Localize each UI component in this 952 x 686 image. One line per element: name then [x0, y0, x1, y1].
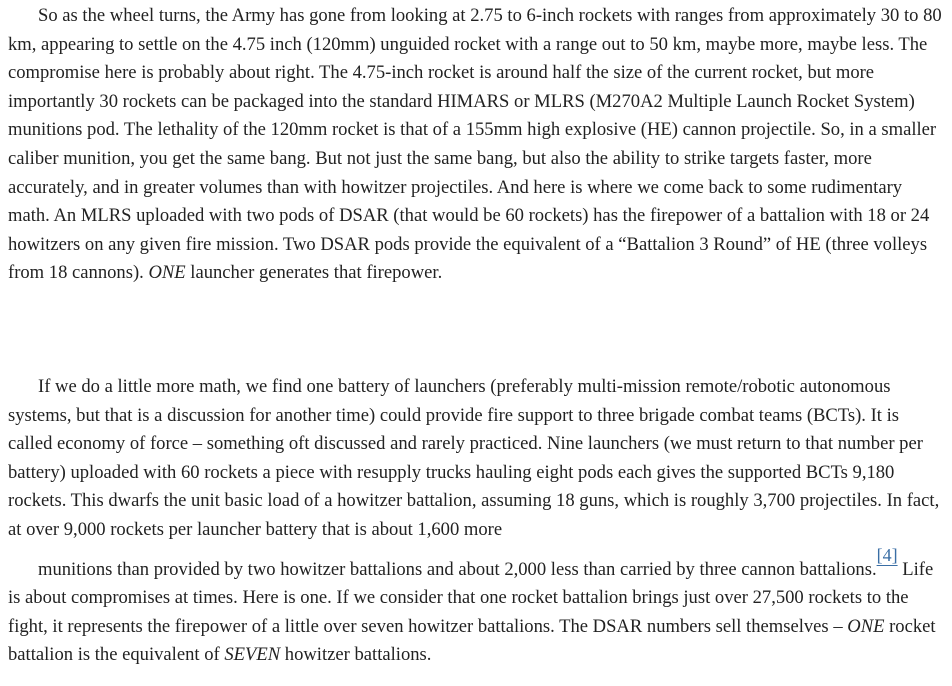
paragraph-dsar-rocket-selection — [8, 2, 948, 288]
footnote-line — [8, 544, 948, 670]
emphasis-one: ONE — [148, 262, 186, 284]
paragraph-text-end: howitzer battalions. — [280, 644, 432, 666]
paragraph-text-cont-2: Life is about compromises at times. Here is one. If we consider that one rocket battalion brings just over 27,500 rockets to the fight, it represents the firepower of a little over seven howitzer battalions. The DSAR numbers sell themselves – — [8, 558, 934, 637]
footnote-4-link[interactable]: [4] — [876, 544, 898, 565]
paragraph-text-cont: munitions than provided by two howitzer battalions and about 2,000 less than carried by three cannon battalions. — [38, 558, 877, 580]
emphasis-seven: SEVEN — [224, 644, 281, 666]
paragraph-text-cont-3: rocket battalion is the equivalent of — [8, 615, 936, 666]
emphasis-one: ONE — [847, 615, 885, 637]
paragraph-battery-math — [8, 373, 948, 670]
paragraph-text: If we do a little more math, we find one battery of launchers (preferably multi-mission remote/robotic autonomous systems, but that is a discussion for another time) could provide fire support to three brigade combat teams (BCTs). It is called economy of force – something oft discussed and rarely practiced. Nine launchers (we must return to that number per battery) uploaded with 60 rockets a piece with resupply trucks hauling eight pods each gives the supported BCTs 9,180 rockets. This dwarfs the unit basic load of a howitzer battalion, assuming 18 guns, which is roughly 3,700 projectiles. In fact, at over 9,000 rockets per launcher battery that is about 1,600 more — [8, 376, 940, 540]
paragraph-text: So as the wheel turns, the Army has gone from looking at 2.75 to 6-inch rockets with ranges from approximately 30 to 80 km, appearing to settle on the 4.75 inch (120mm) unguided rocket with a range out to 50 km, maybe more, maybe less. The compromise here is probably about right. The 4.75-inch rocket is around half the size of the current rocket, but more importantly 30 rockets can be packaged into the standard HIMARS or MLRS (M270A2 Multiple Launch Rocket System) munitions pod. The lethality of the 120mm rocket is that of a 155mm high explosive (HE) cannon projectile. So, in a smaller caliber munition, you get the same bang. But not just the same bang, but also the ability to strike targets faster, more accurately, and in greater volumes than with howitzer projectiles. And here is where we come back to some rudimentary math. An MLRS uploaded with two pods of DSAR (that would be 60 rockets) has the firepower of a battalion with 18 or 24 howitzers on any given fire mission. Two DSAR pods provide the equivalent of a “Battalion 3 Round” of HE (three volleys from 18 cannons). — [8, 5, 942, 284]
paragraph-text-end: launcher generates that firepower. — [185, 262, 443, 284]
